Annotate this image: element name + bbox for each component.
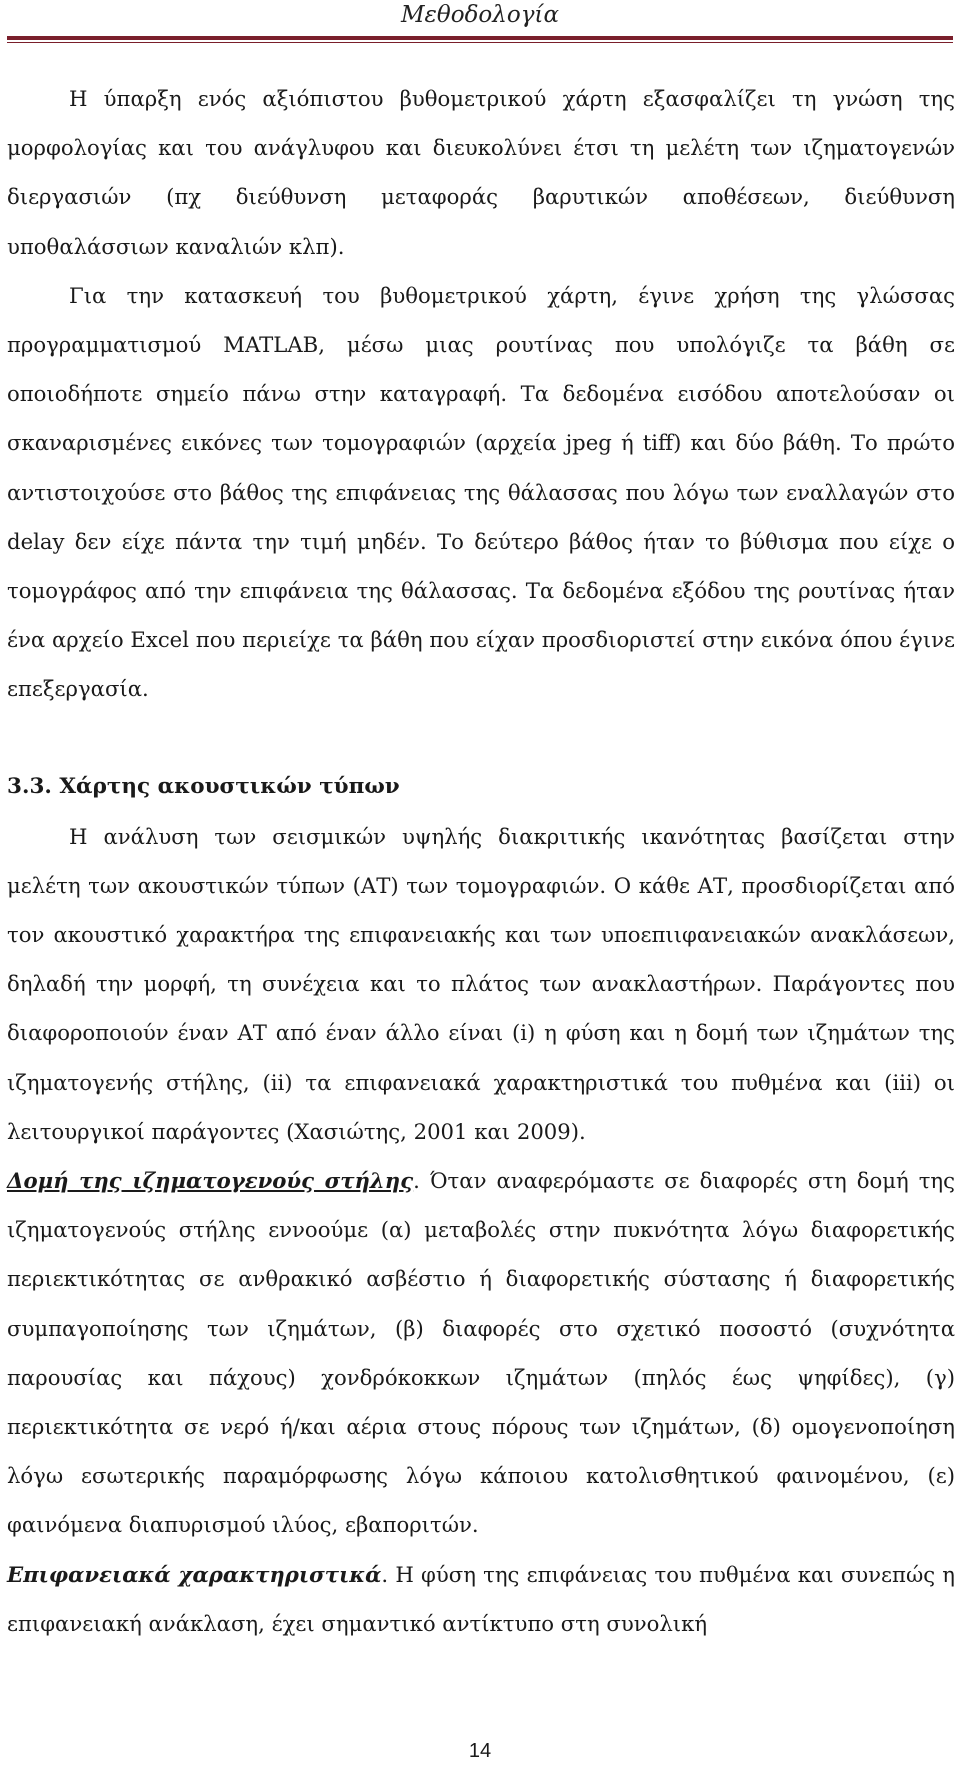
document-body — [7, 74, 955, 1648]
header-rule-thick — [7, 36, 953, 40]
header-rule-thin — [7, 42, 953, 43]
paragraph-acoustic-types: Η ανάλυση των σεισμικών υψηλής διακριτικής ικανότητας βασίζεται στην μελέτη των ακουστικών τύπων (ΑΤ) των τομογραφιών. Ο κάθε ΑΤ, προσδιορίζεται από τον ακουστικό χαρακτήρα της επιφανειακής και των υποεπιιφανειακών ανακλάσεων, δηλαδή την μορφή, τη συνέχεια και το πλάτος των ανακλαστήρων. Παράγοντες που διαφοροποιούν έναν ΑΤ από έναν άλλο είναι (i) η φύση και η δομή των ιζημάτων της ιζηματογενής στήλης, (ii) τα επιφανειακά χαρακτηριστικά του πυθμένα και (iii) οι λειτουργικοί παράγοντες (Χασιώτης, 2001 και 2009). — [7, 823, 955, 1144]
paragraph-sediment-structure — [7, 1156, 955, 1550]
paragraph-body: . Όταν αναφερόμαστε σε διαφορές στη δομή της ιζηματογενούς στήλης εννοούμε (α) μεταβολές στην πυκνότητα λόγω διαφορετικής περιεκτικότητας σε ανθρακικό ασβέστιο ή διαφορετικής σύστασης ή διαφορετικής συμπαγοποίησης των ιζημάτων, (β) διαφορές στο σχετικό ποσοστό (συχνότητα παρουσίας και πάχους) χονδρόκοκκων ιζημάτων (πηλός έως ψηφίδες), (γ) περιεκτικότητα σε νερό ή/και αέρια στους πόρους των ιζημάτων, (δ) ομογενοποίηση λόγω εσωτερικής παραμόρφωσης λόγω κάποιου κατολισθητικού φαινομένου, (ε) φαινόμενα διαπυρισμού ιλύος, εβαπoριτών. — [7, 1168, 955, 1538]
paragraph-matlab-method: Για την κατασκευή του βυθομετρικού χάρτη, έγινε χρήση της γλώσσας προγραμματισμού MATLAB, μέσω μιας ρουτίνας που υπολόγιζε τα βάθη σε οποιοδήποτε σημείο πάνω στην καταγραφή. Τα δεδομένα εισόδου αποτελούσαν οι σκαναρισμένες εικόνες των τομογραφιών (αρχεία jpeg ή tiff) και δύο βάθη. Το πρώτο αντιστοιχούσε στο βάθος της επιφάνειας της θάλασσας που λόγω των εναλλαγών στο delay δεν είχε πάντα την τιμή μηδέν. Το δεύτερο βάθος ήταν το βύθισμα που είχε ο τομογράφος από την επιφάνεια της θάλασσας. Τα δεδομένα εξόδου της ρουτίνας ήταν ένα αρχείο Excel που περιείχε τα βάθη που είχαν προσδιοριστεί στην εικόνα όπου έγινε επεξεργασία. — [7, 282, 955, 702]
section-heading: 3.3. Χάρτης ακουστικών τύπων — [7, 773, 400, 799]
lead-term-sediment-structure: Δομή της ιζηματογενούς στήλης — [7, 1168, 414, 1194]
paragraph-surface-features — [7, 1550, 955, 1648]
page-number: 14 — [468, 1740, 492, 1762]
spacer — [7, 714, 955, 762]
page-header-title: Μεθοδολογία — [400, 2, 559, 28]
lead-term-surface-features: Επιφανειακά χαρακτηριστικά — [7, 1561, 382, 1587]
paragraph-body: . Η φύση της επιφάνειας του πυθμένα και συνεπώς η επιφανειακή ανάκλαση, έχει σημαντικό αντίκτυπο στη συνολική — [7, 1561, 955, 1636]
paragraph-bathymetry-intro: Η ύπαρξη ενός αξιόπιστου βυθομετρικού χάρτη εξασφαλίζει τη γνώση της μορφολογίας και του ανάγλυφου και διευκολύνει έτσι τη μελέτη των ιζηματογενών διεργασιών (πχ διεύθυνση μεταφοράς βαρυτικών αποθέσεων, διεύθυνση υποθαλάσσιων καναλιών κλπ). — [7, 86, 955, 259]
